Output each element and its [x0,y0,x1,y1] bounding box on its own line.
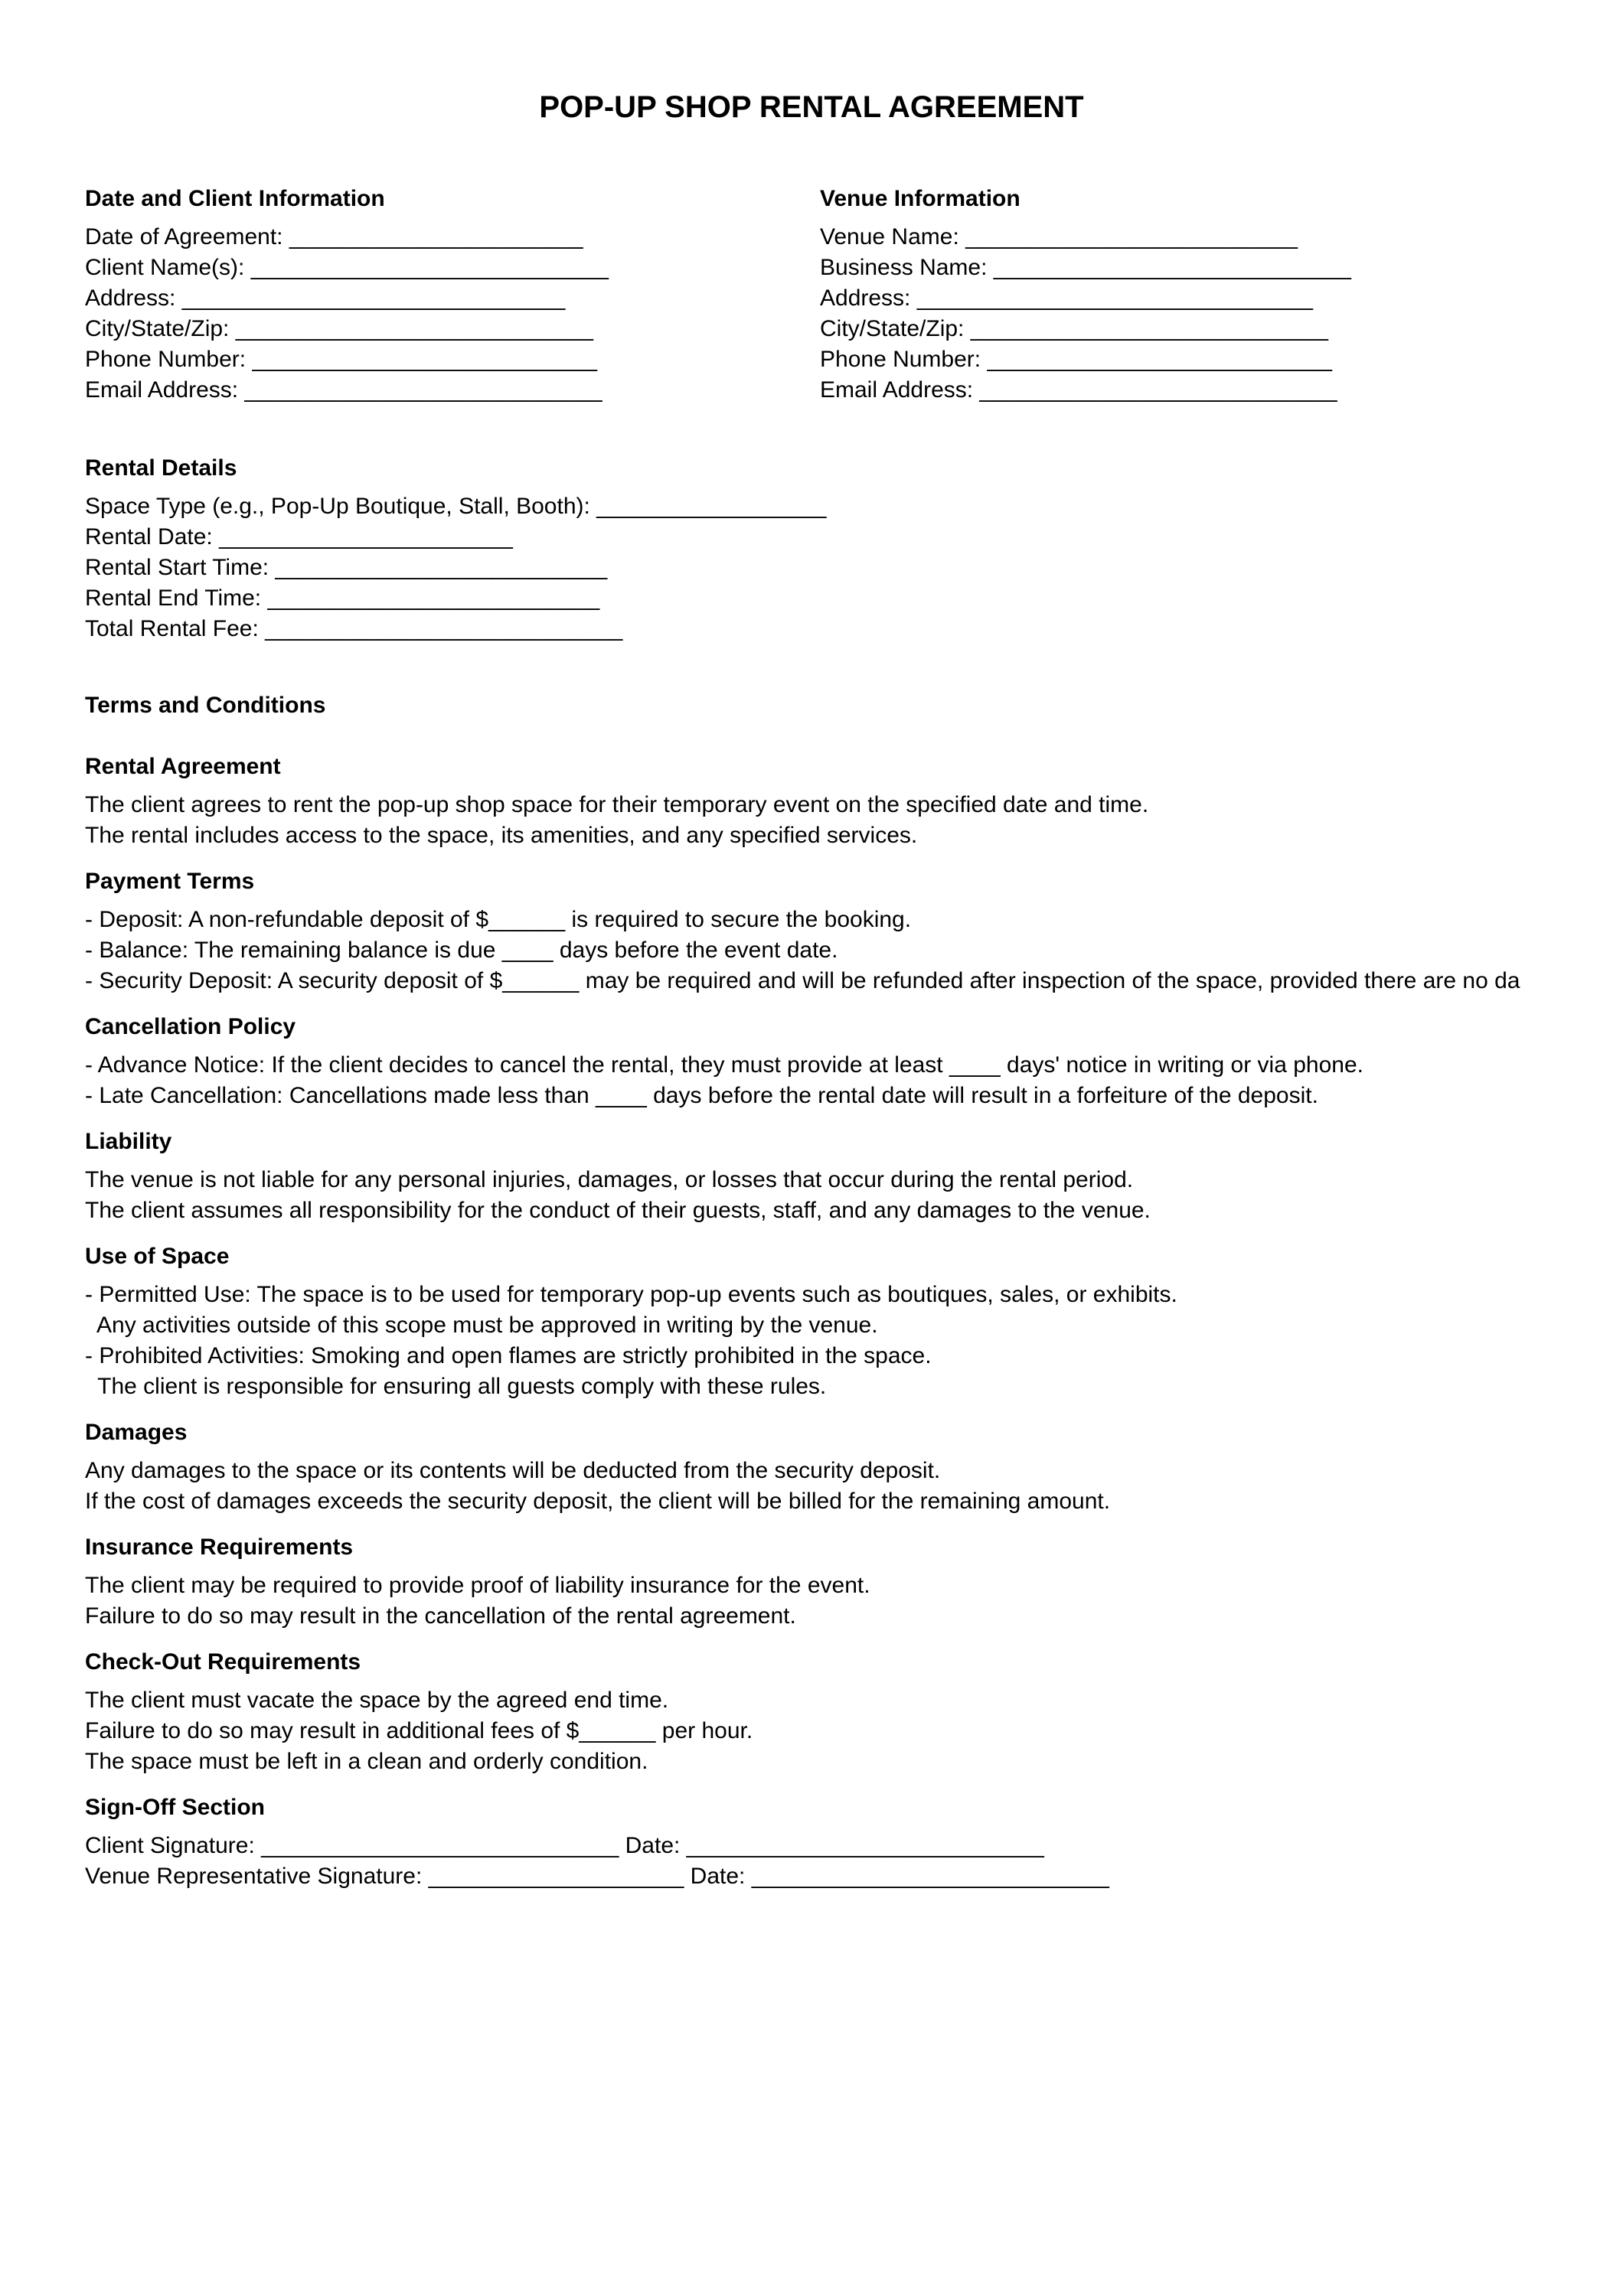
use-of-space-line: - Permitted Use: The space is to be used for temporary pop-up events such as boutiques, sales, or exhibits. [85,1282,1177,1307]
client-phone-field: Phone Number: ___________________________ [85,347,597,372]
sign-off-heading: Sign-Off Section [85,1795,265,1820]
space-type-field: Space Type (e.g., Pop-Up Boutique, Stall, Booth): __________________ [85,494,827,519]
venue-info-heading: Venue Information [820,186,1020,211]
rental-start-time-field: Rental Start Time: __________________________ [85,555,608,580]
check-out-line: The space must be left in a clean and orderly condition. [85,1749,648,1774]
client-address-field: Address: ______________________________ [85,285,566,311]
payment-terms-line: - Deposit: A non-refundable deposit of $______ is required to secure the booking. [85,907,912,932]
insurance-line: Failure to do so may result in the cancellation of the rental agreement. [85,1603,796,1629]
rental-agreement-heading: Rental Agreement [85,754,281,779]
check-out-line: Failure to do so may result in additional fees of $______ per hour. [85,1718,753,1743]
agreement-body [85,453,1623,1892]
use-of-space-heading: Use of Space [85,1244,230,1269]
insurance-heading: Insurance Requirements [85,1534,354,1560]
check-out-line: The client must vacate the space by the agreed end time. [85,1688,669,1713]
use-of-space-line: The client is responsible for ensuring all guests comply with these rules. [85,1374,827,1399]
liability-line: The venue is not liable for any personal injuries, damages, or losses that occur during the rental period. [85,1167,1134,1192]
total-rental-fee-field: Total Rental Fee: ____________________________ [85,616,623,641]
damages-line: Any damages to the space or its contents will be deducted from the security deposit. [85,1458,941,1483]
date-of-agreement-field: Date of Agreement: _______________________ [85,224,583,249]
payment-terms-line: - Balance: The remaining balance is due ____ days before the event date. [85,938,838,963]
liability-heading: Liability [85,1129,172,1154]
rental-date-field: Rental Date: _______________________ [85,524,513,550]
damages-line: If the cost of damages exceeds the security deposit, the client will be billed for the remaining amount. [85,1489,1111,1514]
venue-signature-line: Venue Representative Signature: ____________________ Date: ____________________________ [85,1864,1109,1889]
rental-agreement-line: The client agrees to rent the pop-up shop space for their temporary event on the specified date and time. [85,792,1149,817]
check-out-heading: Check-Out Requirements [85,1649,361,1675]
use-of-space-line: Any activities outside of this scope must be approved in writing by the venue. [85,1313,878,1338]
cancellation-policy-heading: Cancellation Policy [85,1014,296,1039]
insurance-line: The client may be required to provide proof of liability insurance for the event. [85,1573,870,1598]
venue-info-section [820,184,1351,406]
client-info-section [85,184,609,406]
client-info-heading: Date and Client Information [85,186,385,211]
client-city-state-zip-field: City/State/Zip: ____________________________ [85,316,593,341]
rental-end-time-field: Rental End Time: __________________________ [85,585,600,611]
terms-heading: Terms and Conditions [85,693,326,718]
venue-address-field: Address: _______________________________ [820,285,1313,311]
payment-terms-heading: Payment Terms [85,869,255,894]
business-name-field: Business Name: ____________________________ [820,255,1351,280]
damages-heading: Damages [85,1420,188,1445]
rental-details-heading: Rental Details [85,455,237,481]
venue-email-field: Email Address: ____________________________ [820,377,1337,403]
client-signature-line: Client Signature: ____________________________ Date: ____________________________ [85,1833,1044,1858]
liability-line: The client assumes all responsibility for the conduct of their guests, staff, and any damages to the venue. [85,1198,1151,1223]
payment-terms-line: - Security Deposit: A security deposit of $______ may be required and will be refunded after inspection of the space, provided there are no da [85,968,1520,993]
cancellation-policy-line: - Late Cancellation: Cancellations made less than ____ days before the rental date will result in a forfeiture of the deposit. [85,1083,1318,1108]
document-title: POP-UP SHOP RENTAL AGREEMENT [539,90,1084,124]
venue-name-field: Venue Name: __________________________ [820,224,1298,249]
client-email-field: Email Address: ____________________________ [85,377,603,403]
rental-agreement-line: The rental includes access to the space, its amenities, and any specified services. [85,823,918,848]
client-name-field: Client Name(s): ____________________________ [85,255,609,280]
venue-city-state-zip-field: City/State/Zip: ____________________________ [820,316,1328,341]
use-of-space-line: - Prohibited Activities: Smoking and open flames are strictly prohibited in the space. [85,1343,932,1368]
cancellation-policy-line: - Advance Notice: If the client decides to cancel the rental, they must provide at least ____ days' notice in writing or via phone. [85,1052,1363,1078]
venue-phone-field: Phone Number: ___________________________ [820,347,1332,372]
